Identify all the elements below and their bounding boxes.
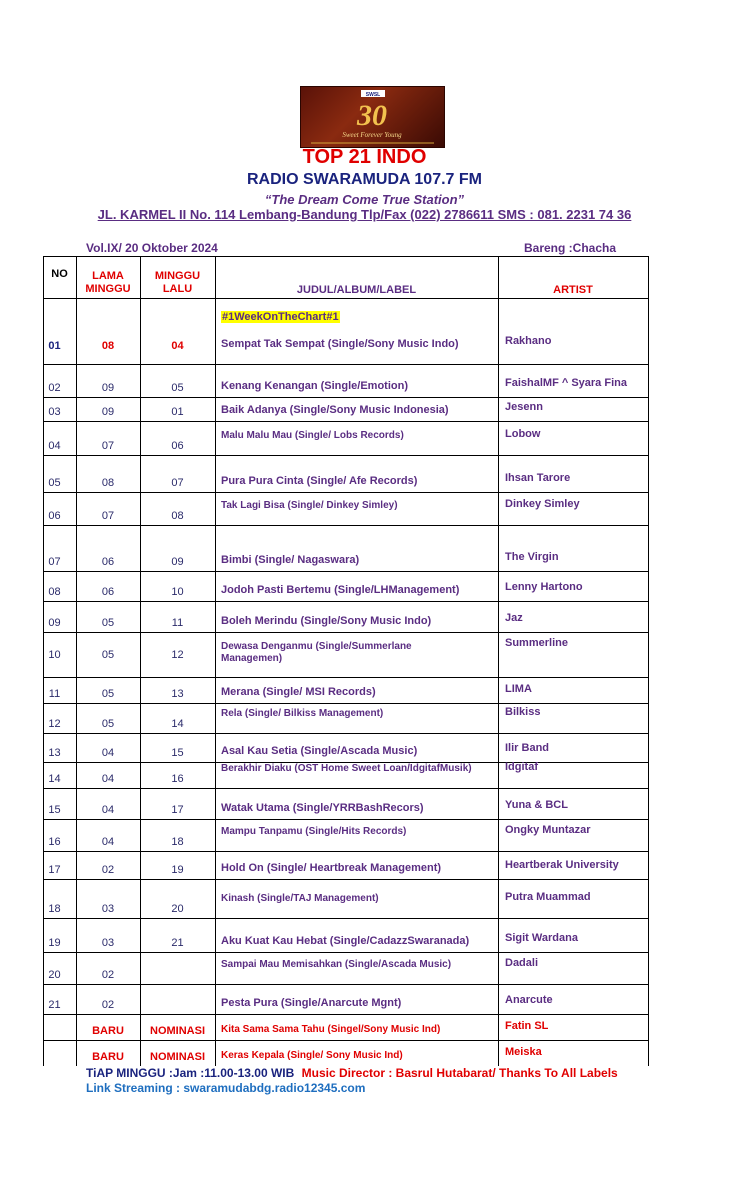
last-week-rank: 20 [171,903,184,915]
row-divider [43,364,648,365]
last-week-rank: 13 [171,688,184,700]
row-divider [43,571,648,572]
song-title: Asal Kau Setia (Single/Ascada Music) [221,745,418,757]
chart-title: TOP 21 INDO [302,146,427,168]
rank-number: 10 [48,649,61,661]
artist-name: Bilkiss [505,706,541,718]
table-top-border [43,256,648,257]
song-title: Tak Lagi Bisa (Single/ Dinkey Simley) [221,500,398,511]
weeks-on-chart: 03 [101,937,115,949]
artist-name: Ilir Band [505,742,550,754]
song-title: Baik Adanya (Single/Sony Music Indonesia) [221,404,449,416]
artist-name: The Virgin [505,551,559,563]
row-divider [43,819,648,820]
song-title: Pura Pura Cinta (Single/ Afe Records) [221,475,418,487]
col-header-title: JUDUL/ALBUM/LABEL [296,284,417,296]
col-header-minggu: MINGGU [85,283,131,295]
song-title: Kenang Kenangan (Single/Emotion) [221,380,409,392]
rank-number: 15 [48,804,61,816]
last-week-rank: 21 [171,937,184,949]
row-divider [43,851,648,852]
row-divider [43,525,648,526]
song-title: Pesta Pura (Single/Anarcute Mgnt) [221,997,402,1009]
weeks-on-chart: 02 [101,999,115,1011]
artist-name: Putra Muammad [505,891,591,903]
row-divider [43,421,648,422]
row-divider [43,632,648,633]
last-week-rank: 18 [171,836,184,848]
artist-name: LIMA [505,683,532,695]
song-title: Bimbi (Single/ Nagaswara) [221,554,360,566]
row-divider [43,1040,648,1041]
last-week-rank: 06 [171,440,184,452]
column-divider [215,256,216,1066]
weeks-on-chart: 09 [101,382,115,394]
song-title: Sampai Mau Memisahkan (Single/Ascada Music) [221,959,452,970]
weeks-on-chart: 07 [101,440,115,452]
weeks-on-chart: 05 [101,718,115,730]
weeks-on-chart: 02 [101,969,115,981]
row-divider [43,601,648,602]
artist-name: Ihsan Tarore [505,472,571,484]
row-divider [43,984,648,985]
artist-name: Heartberak University [505,859,619,871]
weeks-on-chart: 04 [101,747,115,759]
song-title: Sempat Tak Sempat (Single/Sony Music Indo) [221,338,459,350]
rank-number: 07 [48,556,61,568]
rank-number: 05 [48,477,61,489]
column-divider [648,256,649,1066]
footer-line [86,1066,618,1080]
logo-badge-text: SWSL [365,92,381,98]
artist-name: Yuna & BCL [505,799,568,811]
artist-name: Lenny Hartono [505,581,583,593]
song-title: Malu Malu Mau (Single/ Lobs Records) [221,430,404,441]
song-title: Hold On (Single/ Heartbreak Management) [221,862,442,874]
artist-name: Jaz [505,612,523,624]
weeks-on-chart: 08 [101,340,115,352]
artist-name: Dadali [505,957,539,969]
row-divider [43,455,648,456]
row-divider [43,918,648,919]
weeks-on-chart: 03 [101,903,115,915]
highlight-tag: #1WeekOnTheChart#1 [222,311,339,323]
highlight-tag-cell [221,311,340,323]
song-title: Jodoh Pasti Bertemu (Single/LHManagement) [221,584,460,596]
last-week-rank: 04 [171,340,184,352]
nominated-artist-name: Meiska [505,1046,542,1058]
last-week-rank: 08 [171,510,184,522]
host-name: Bareng :Chacha [524,241,617,255]
rank-number: 01 [48,340,61,352]
col-header-artist: ARTIST [553,284,593,296]
volume-date: Vol.IX/ 20 Oktober 2024 [86,241,218,255]
nominated-song-title: Keras Kepala (Single/ Sony Music Ind) [221,1050,403,1061]
nomination-badge: NOMINASI [150,1025,205,1037]
artist-name: Rakhano [505,335,552,347]
nominated-artist-name: Fatin SL [505,1020,549,1032]
weeks-on-chart: 06 [101,586,115,598]
station-slogan: “The Dream Come True Station” [264,192,465,207]
rank-number: 19 [48,937,61,949]
anniversary-emblem-icon [301,87,444,147]
station-address: JL. KARMEL II No. 114 Lembang-Bandung Tlp/Fax (022) 2786611 SMS : 081. 2231 74 36 [97,207,632,222]
nomination-badge: NOMINASI [150,1051,205,1063]
weeks-on-chart: 04 [101,804,115,816]
row-divider [43,492,648,493]
weeks-on-chart: 05 [101,688,115,700]
weeks-on-chart: 04 [101,773,115,785]
weeks-on-chart: 09 [101,406,115,418]
last-week-rank: 17 [171,804,184,816]
song-title: Aku Kuat Kau Hebat (Single/CadazzSwaranada) [221,935,470,947]
col-header-no: NO [51,268,68,280]
rank-number: 04 [48,440,61,452]
weeks-on-chart: 05 [101,617,115,629]
rank-number: 17 [48,864,61,876]
row-divider [43,879,648,880]
row-divider [43,1014,648,1015]
song-title: Rela (Single/ Bilkiss Management) [221,708,384,719]
artist-name: Summerline [505,637,568,649]
song-title: Watak Utama (Single/YRRBashRecors) [221,802,424,814]
artist-name: Jesenn [505,401,543,413]
station-anniversary-logo [300,86,445,148]
last-week-rank: 09 [171,556,184,568]
new-entry-badge: BARU [92,1051,124,1063]
row-divider [43,397,648,398]
last-week-rank: 10 [171,586,184,598]
col-header-lalu: LALU [162,283,193,295]
last-week-rank: 05 [171,382,184,394]
weeks-on-chart: 06 [101,556,115,568]
column-divider [498,256,499,1066]
song-title: Merana (Single/ MSI Records) [221,686,376,698]
weeks-on-chart: 04 [101,836,115,848]
song-title: Dewasa Denganmu (Single/Summerlane [221,641,412,652]
last-week-rank: 15 [171,747,184,759]
last-week-rank: 12 [171,649,184,661]
artist-name: FaishalMF ^ Syara Fina [505,377,627,389]
schedule-text: TiAP MINGGU :Jam :11.00-13.00 WIB [86,1066,295,1080]
rank-number: 06 [48,510,61,522]
rank-number: 12 [48,718,61,730]
song-title: Boleh Merindu (Single/Sony Music Indo) [221,615,432,627]
col-header-lama: LAMA [92,270,124,282]
logo-tagline: Sweet Forever Young [342,131,402,139]
row-divider [43,677,648,678]
rank-number: 14 [48,773,61,785]
last-week-rank: 07 [171,477,184,489]
station-name: RADIO SWARAMUDA 107.7 FM [247,171,482,188]
song-title: Berakhir Diaku (OST Home Sweet Loan/IdgitafMusik) [221,763,472,774]
rank-number: 16 [48,836,61,848]
artist-name: Anarcute [505,994,553,1006]
last-week-rank: 16 [171,773,184,785]
rank-number: 08 [48,586,61,598]
artist-name: Idgitaf [505,761,538,773]
rank-number: 11 [48,688,61,700]
weeks-on-chart: 07 [101,510,115,522]
artist-name: Ongky Muntazar [505,824,591,836]
last-week-rank: 19 [171,864,184,876]
last-week-rank: 11 [171,617,184,629]
weeks-on-chart: 02 [101,864,115,876]
logo-number: 30 [357,99,387,132]
col-header-minggu-lalu: MINGGU [154,270,201,282]
song-title: Mampu Tanpamu (Single/Hits Records) [221,826,407,837]
streaming-link[interactable]: Link Streaming : swaramudabdg.radio12345.com [86,1081,366,1095]
last-week-rank: 14 [171,718,184,730]
rank-number: 03 [48,406,61,418]
rank-number: 20 [48,969,61,981]
rank-number: 09 [48,617,61,629]
rank-number: 02 [48,382,61,394]
row-divider [43,703,648,704]
artist-name: Lobow [505,428,541,440]
director-text: Music Director : Basrul Hutabarat/ Thanks To All Labels [301,1066,618,1080]
rank-number: 13 [48,747,61,759]
artist-name: Sigit Wardana [505,932,578,944]
header-bottom-border [43,298,648,299]
last-week-rank: 01 [171,406,184,418]
song-title-line2: Managemen) [221,653,283,664]
row-divider [43,733,648,734]
artist-name: Dinkey Simley [505,498,580,510]
rank-number: 18 [48,903,61,915]
new-entry-badge: BARU [92,1025,124,1037]
nominated-song-title: Kita Sama Sama Tahu (Singel/Sony Music Ind) [221,1024,441,1035]
row-divider [43,788,648,789]
rank-number: 21 [48,999,61,1011]
weeks-on-chart: 05 [101,649,115,661]
weeks-on-chart: 08 [101,477,115,489]
row-divider [43,952,648,953]
song-title: Kinash (Single/TAJ Management) [221,893,379,904]
